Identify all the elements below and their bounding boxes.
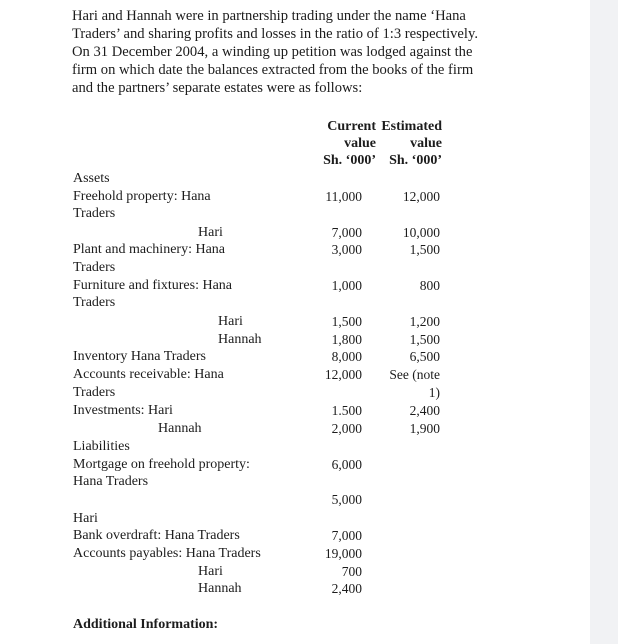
estimated-value: 10,000 xyxy=(402,225,440,240)
label-mortgage-cont: Hana Traders xyxy=(73,474,149,489)
label-payables: Accounts payables: Hana Traders xyxy=(73,546,261,561)
label-mortgage: Mortgage on freehold property: xyxy=(73,457,250,472)
estimated-value: 6,500 xyxy=(409,349,440,364)
estimated-value: 1,900 xyxy=(409,421,440,436)
intro-line: firm on which date the balances extracted from the books of the firm xyxy=(72,62,474,78)
label-hannah: Hannah xyxy=(198,581,242,596)
intro-line: On 31 December 2004, a winding up petition was lodged against the xyxy=(72,44,473,60)
current-value: 8,000 xyxy=(331,349,362,364)
current-value: 3,000 xyxy=(331,242,362,257)
label-hannah: Hannah xyxy=(158,421,202,436)
label-furniture-cont: Traders xyxy=(73,295,116,310)
current-value: 1,500 xyxy=(331,314,362,329)
label-hannah: Hannah xyxy=(218,332,262,347)
label-freehold: Freehold property: Hana xyxy=(73,189,211,204)
label-hari: Hari xyxy=(73,511,98,526)
label-inventory: Inventory Hana Traders xyxy=(73,349,206,364)
current-value: 1,000 xyxy=(331,278,362,293)
current-value: 700 xyxy=(341,564,362,579)
intro-line: and the partners’ separate estates were as follows: xyxy=(72,80,363,96)
estimated-value: 1) xyxy=(428,385,440,400)
label-freehold-cont: Traders xyxy=(73,206,116,221)
current-value: 7,000 xyxy=(331,528,362,543)
additional-information-heading: Additional Information: xyxy=(73,617,219,632)
estimated-value: 1,500 xyxy=(409,332,440,347)
current-value: 5,000 xyxy=(331,492,362,507)
current-value: 12,000 xyxy=(324,367,362,382)
header-estimated: Estimated value Sh. ‘000’ xyxy=(381,119,442,168)
current-value: 1.500 xyxy=(331,403,362,418)
estimated-value: 1,200 xyxy=(409,314,440,329)
label-hari: Hari xyxy=(198,564,223,579)
label-hari: Hari xyxy=(198,225,223,240)
intro-line: Traders’ and sharing profits and losses in the ratio of 1:3 respectively. xyxy=(72,26,478,42)
right-scroll-gutter xyxy=(590,0,618,644)
current-value: 2,000 xyxy=(331,421,362,436)
label-investments: Investments: Hari xyxy=(73,403,173,418)
current-value: 19,000 xyxy=(324,546,362,561)
label-plant-cont: Traders xyxy=(73,260,116,275)
section-liabilities: Liabilities xyxy=(73,439,130,454)
label-receivable-cont: Traders xyxy=(73,385,116,400)
section-assets: Assets xyxy=(73,171,110,186)
current-value: 11,000 xyxy=(325,189,362,204)
label-receivable: Accounts receivable: Hana xyxy=(73,367,224,382)
current-value: 2,400 xyxy=(331,581,362,596)
estimated-value: 1,500 xyxy=(409,242,440,257)
current-value: 7,000 xyxy=(331,225,362,240)
header-current: Current value Sh. ‘000’ xyxy=(323,119,376,168)
intro-line: Hari and Hannah were in partnership trading under the name ‘Hana xyxy=(72,8,466,24)
current-value: 1,800 xyxy=(331,332,362,347)
label-overdraft: Bank overdraft: Hana Traders xyxy=(73,528,240,543)
estimated-value: 12,000 xyxy=(402,189,440,204)
estimated-value: 800 xyxy=(419,278,440,293)
label-furniture: Furniture and fixtures: Hana xyxy=(73,278,233,293)
label-plant: Plant and machinery: Hana xyxy=(73,242,226,257)
current-value: 6,000 xyxy=(331,457,362,472)
intro-paragraph xyxy=(72,7,512,97)
label-hari: Hari xyxy=(218,314,243,329)
estimated-value: See (note xyxy=(389,367,440,382)
estimated-value: 2,400 xyxy=(409,403,440,418)
